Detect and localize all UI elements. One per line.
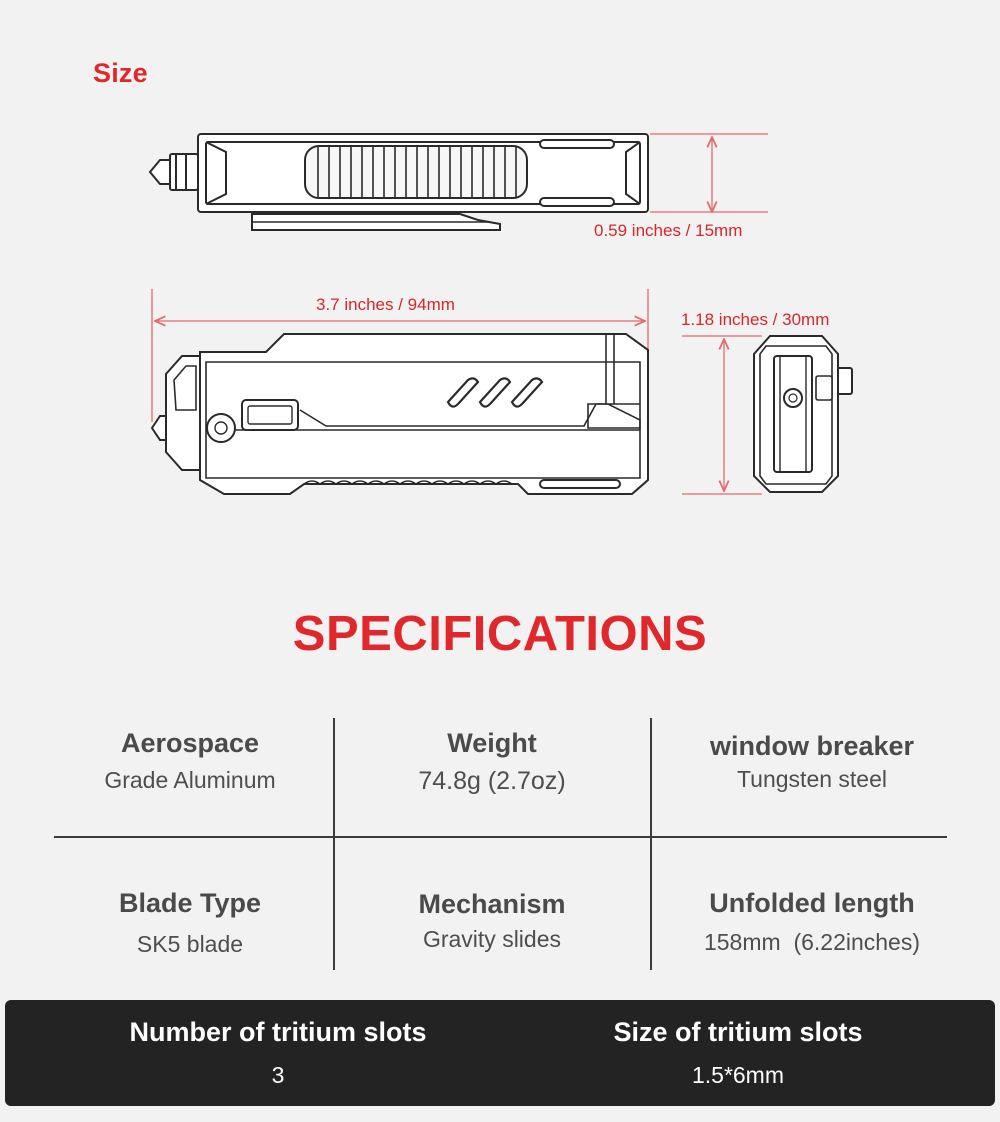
spec-aerospace	[40, 728, 340, 794]
spec-value: 74.8g (2.7oz)	[418, 767, 566, 795]
spec-value: SK5 blade	[136, 931, 244, 957]
tritium-info-bar	[5, 1000, 995, 1106]
thickness-label: 0.59 inches / 15mm	[594, 221, 743, 240]
spec-heading: Blade Type	[118, 888, 262, 918]
size-title: Size	[93, 58, 148, 88]
spec-weight	[342, 728, 642, 796]
spec-heading: Unfolded length	[709, 888, 915, 918]
spec-value: Tungsten steel	[736, 766, 888, 792]
spec-window-breaker	[662, 731, 962, 793]
tritium-slot-size	[545, 1017, 931, 1089]
spec-heading: Aerospace	[120, 728, 260, 758]
spec-value: 158mm (6.22inches)	[703, 929, 921, 955]
spec-heading: Mechanism	[418, 889, 566, 919]
spec-mechanism	[342, 889, 642, 953]
tritium-slots-count	[85, 1017, 471, 1089]
knife-dimension-drawing	[0, 0, 1000, 560]
spec-divider-horizontal	[54, 836, 947, 838]
spec-blade-type	[40, 888, 340, 958]
spec-heading: Weight	[447, 728, 537, 758]
thickness-dimension	[650, 134, 768, 212]
tritium-slot-size-value: 1.5*6mm	[691, 1062, 785, 1088]
spec-divider-vertical-2	[650, 718, 652, 970]
spec-value: Grade Aluminum	[104, 767, 276, 793]
specifications-title: SPECIFICATIONS	[292, 607, 708, 661]
tritium-slot-size-heading: Size of tritium slots	[613, 1017, 863, 1047]
spec-value: Gravity slides	[422, 926, 562, 952]
knife-end-view	[754, 336, 852, 492]
knife-side-view	[150, 134, 648, 230]
knife-top-view	[152, 334, 648, 494]
spec-unfolded-length	[662, 888, 962, 956]
tritium-slots-count-value: 3	[271, 1062, 285, 1088]
tritium-slots-count-heading: Number of tritium slots	[129, 1017, 427, 1047]
width-label: 1.18 inches / 30mm	[681, 310, 830, 329]
length-label: 3.7 inches / 94mm	[316, 295, 455, 314]
spec-heading: window breaker	[709, 731, 915, 761]
width-dimension	[682, 336, 762, 494]
